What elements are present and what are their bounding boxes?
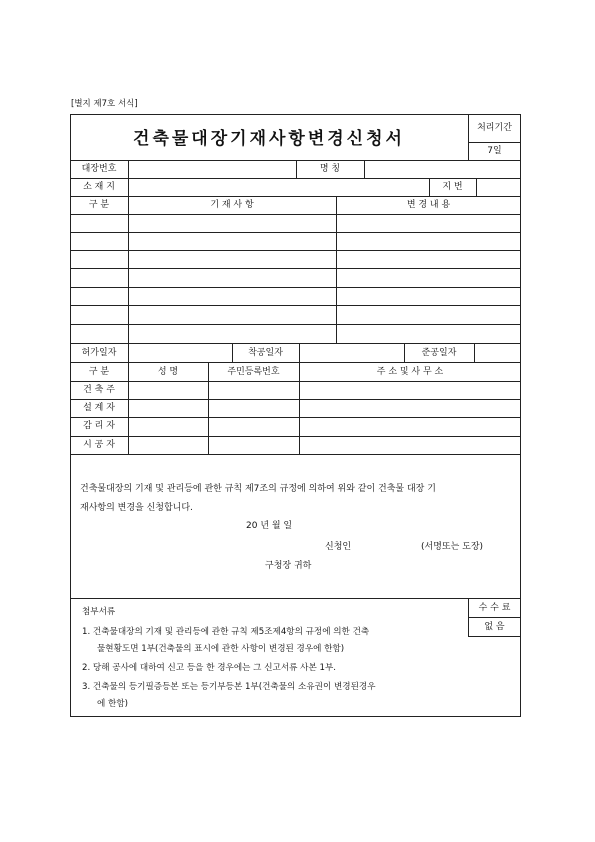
persons-division-header: 구 분: [88, 367, 110, 377]
change-header: 변 경 내 용: [406, 200, 451, 210]
divider: [70, 454, 521, 455]
location-field[interactable]: [128, 178, 429, 196]
divider: [70, 196, 521, 197]
person-row-fields[interactable]: [128, 417, 521, 436]
person-row-label: 설 계 자: [83, 403, 115, 413]
form-number-tag: [별지 제7호 서식]: [71, 99, 138, 109]
persons-name-header: 성 명: [157, 367, 179, 377]
construction-start-field[interactable]: [299, 343, 404, 362]
permit-date-field[interactable]: [128, 343, 232, 362]
processing-period-value: 7일: [487, 146, 502, 156]
statement-line-1: 건축물대장의 기재 및 관리등에 관한 규칙 제7조의 규정에 의하여 위와 같이 건축물 대장 기: [80, 484, 436, 494]
persons-rrn-header: 주민등록번호: [227, 367, 280, 377]
change-table-row[interactable]: [70, 214, 521, 232]
divider: [468, 636, 521, 637]
statement-date: 20 년 월 일: [246, 521, 293, 531]
attachment-item-1: 1. 건축물대장의 기재 및 관리등에 관한 규칙 제5조제4항의 규정에 의한 건축: [82, 627, 370, 637]
change-table-row[interactable]: [70, 305, 521, 324]
change-table-row[interactable]: [70, 232, 521, 250]
person-row-label: 시 공 자: [83, 440, 115, 450]
ledger-number-field[interactable]: [128, 160, 296, 178]
completion-date-label: 준공일자: [421, 348, 457, 358]
person-row-label: 건 축 주: [83, 385, 115, 395]
change-table-row[interactable]: [70, 268, 521, 287]
divider: [468, 142, 521, 143]
recipient: 구청장 귀하: [265, 561, 312, 571]
divider: [70, 598, 521, 599]
person-row-fields[interactable]: [128, 399, 521, 417]
attachment-item-3-cont: 에 한함): [97, 699, 128, 709]
signature-hint: (서명또는 도장): [421, 542, 484, 552]
permit-date-label: 허가일자: [81, 348, 117, 358]
attachment-item-2: 2. 당해 공사에 대하여 신고 등을 한 경우에는 그 신고서류 사본 1부.: [82, 663, 336, 673]
statement-line-2: 재사항의 변경을 신청합니다.: [80, 503, 193, 513]
divider: [70, 362, 521, 363]
fee-label: 수 수 료: [478, 603, 511, 613]
persons-address-header: 주 소 및 사 무 소: [376, 367, 444, 377]
location-label: 소 재 지: [83, 182, 115, 192]
attachment-item-3: 3. 건축물의 등기필증등본 또는 등기부등본 1부(건축물의 소유권이 변경된경우: [82, 682, 376, 692]
lot-number-label: 지 번: [442, 182, 463, 192]
completion-date-field[interactable]: [474, 343, 521, 362]
ledger-number-label: 대장번호: [81, 164, 117, 174]
attachment-item-1-cont: 물현황도면 1부(건축물의 표시에 관한 사항이 변경된 경우에 한함): [97, 644, 345, 654]
change-table-row[interactable]: [70, 287, 521, 305]
building-name-field[interactable]: [364, 160, 521, 178]
form-title: 건축물대장기재사항변경신청서: [133, 129, 405, 149]
change-table-row[interactable]: [70, 324, 521, 343]
applicant-label: 신청인: [325, 542, 352, 552]
person-row-label: 감 리 자: [83, 421, 115, 431]
processing-period-label: 처리기간: [477, 123, 512, 133]
building-name-label: 명 칭: [319, 164, 341, 174]
person-row-fields[interactable]: [128, 381, 521, 399]
person-row-fields[interactable]: [128, 436, 521, 454]
lot-number-field[interactable]: [476, 178, 521, 196]
division-header: 구 분: [88, 200, 110, 210]
change-table-row[interactable]: [70, 250, 521, 268]
divider: [468, 617, 521, 618]
fee-value: 없 음: [484, 622, 505, 632]
construction-start-label: 착공일자: [248, 348, 283, 358]
entry-header: 기 재 사 항: [210, 200, 254, 210]
attachments-title: 첨부서류: [82, 607, 116, 617]
